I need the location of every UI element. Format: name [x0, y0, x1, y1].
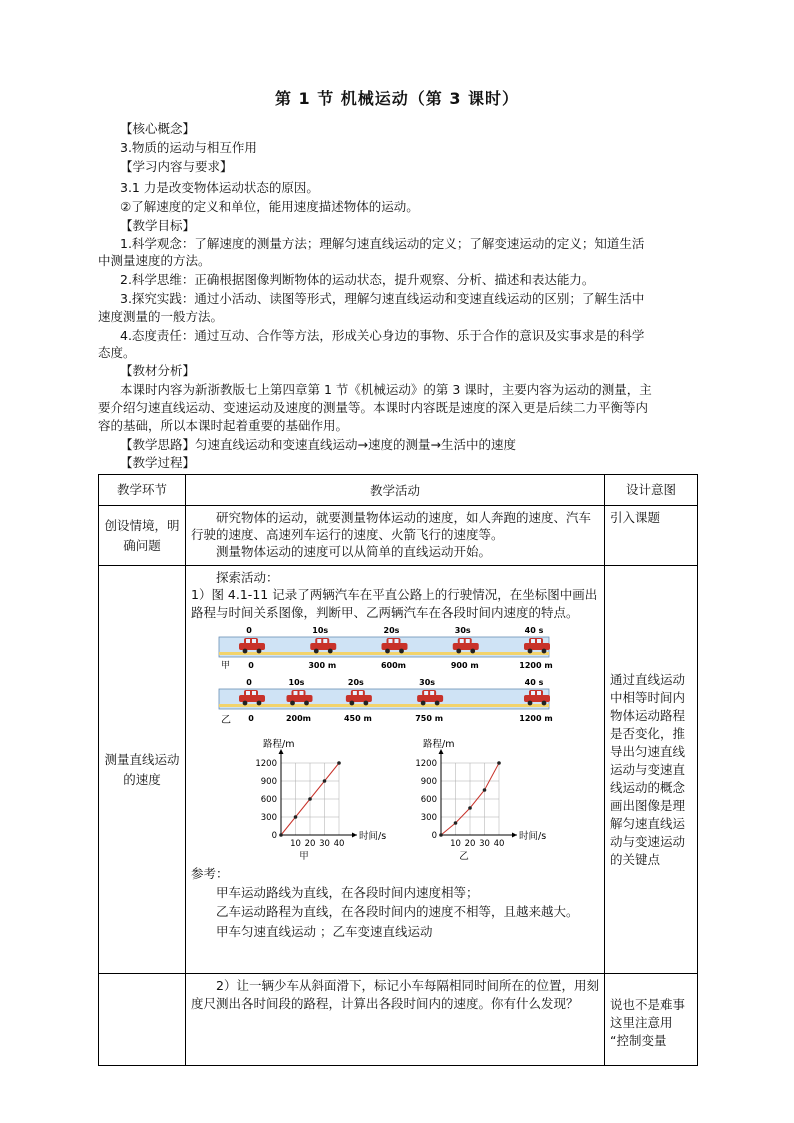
- header-intent: 设计意图: [605, 475, 698, 506]
- explore-label: 探索活动：: [216, 570, 279, 585]
- x-tick-label: 20: [464, 839, 476, 849]
- goal-4b: 态度。: [98, 345, 136, 360]
- x-tick-label: 30: [319, 839, 330, 849]
- row3-stage: [99, 974, 186, 1066]
- car-b-distance-label: 1200 m: [519, 714, 553, 723]
- goal-1a: 1.科学观念：了解速度的测量方法；理解匀速直线运动的定义；了解变速运动的定义；知道生活: [120, 236, 645, 251]
- process-heading: 【教学过程】: [120, 455, 196, 470]
- graph-xlabel: 时间/s: [359, 831, 387, 842]
- y-tick-label: 0: [431, 831, 437, 841]
- car-a-distance-label: 600m: [380, 661, 407, 670]
- graph-a-data-point: [279, 833, 283, 837]
- graph-ylabel: 路程/m: [423, 739, 455, 750]
- y-tick-label: 300: [420, 813, 437, 823]
- x-tick-label: 40: [333, 839, 345, 849]
- car-b-distance-label: 0: [248, 714, 254, 723]
- graph-a-data-point: [323, 779, 327, 783]
- x-axis-arrow: [512, 833, 517, 838]
- car-b-time-label: 0: [246, 678, 252, 687]
- row3-intent-1: 说也不是难事: [610, 997, 686, 1012]
- x-tick-label: 10: [450, 839, 461, 849]
- car-road-figure: [219, 624, 553, 739]
- x-tick-label: 30: [479, 839, 490, 849]
- answer-3: 甲车匀速直线运动 ；乙车变速直线运动: [216, 924, 433, 939]
- y-tick-label: 600: [420, 795, 437, 805]
- goal-3a: 3.探究实践：通过小活动、读图等形式，理解匀速直线运动和变速直线运动的区别；了解生活中: [120, 291, 645, 306]
- row3-intent-3: “控制变量: [610, 1033, 667, 1048]
- teaching-idea: 【教学思路】匀速直线运动和变速直线运动→速度的测量→生活中的速度: [120, 437, 516, 452]
- lesson-table: [98, 474, 698, 1066]
- core-concept-heading: 【核心概念】: [120, 121, 196, 136]
- req-item-1: 3.1 力是改变物体运动状态的原因。: [120, 180, 319, 195]
- car-a-time-label: 0: [246, 626, 252, 635]
- graph-a-data-point: [294, 815, 298, 819]
- car-b-time-label: 20s: [347, 678, 364, 687]
- graph-b-data-point: [454, 821, 458, 825]
- car-a-label: 甲: [221, 661, 231, 671]
- row2-stage: 测量直线运动的速度: [99, 566, 186, 974]
- graph-a-data-point: [337, 761, 341, 765]
- car-b-distance-label: 750 m: [415, 714, 444, 723]
- row1-activity: [186, 506, 605, 566]
- goals-heading: 【教学目标】: [120, 218, 196, 233]
- row2-activity: [186, 566, 605, 974]
- car-b-time-label: 40 s: [524, 678, 544, 687]
- row3-intent-2: 这里注意用: [610, 1015, 673, 1030]
- car-a-time-label: 10s: [312, 626, 329, 635]
- car-a-distance-label: 300 m: [308, 661, 337, 670]
- table-header-row: [99, 475, 698, 506]
- row3-activity: [186, 974, 605, 1066]
- y-tick-label: 900: [420, 777, 437, 787]
- graph-b-data-point: [483, 788, 487, 792]
- road-a-band: [219, 652, 549, 655]
- analysis-heading: 【教材分析】: [120, 363, 196, 378]
- goal-2: 2.科学思维：正确根据图像判断物体的运动状态，提升观察、分析、描述和表达能力。: [120, 272, 595, 287]
- car-a-distance-label: 1200 m: [519, 661, 553, 670]
- graph-b-name: 乙: [459, 851, 469, 862]
- analysis-line-1: 本课时内容为新浙教版七上第四章第 1 节《机械运动》的第 3 课时，主要内容为运动的测量，主: [120, 382, 652, 397]
- row2-intent-1: 通过直线运动中相等时间内物体运动路程是否变化，推导出匀速直线运动与变速直线运动的概念: [610, 671, 686, 795]
- graph-b-data-point: [497, 761, 501, 765]
- core-concept-text: 3.物质的运动与相互作用: [120, 140, 257, 155]
- table-row: [99, 974, 698, 1066]
- car-b-time-label: 10s: [288, 678, 305, 687]
- y-tick-label: 600: [260, 795, 277, 805]
- graph-b-data-point: [439, 833, 443, 837]
- y-tick-label: 300: [260, 813, 277, 823]
- table-row: [99, 566, 698, 974]
- y-tick-label: 1200: [255, 759, 277, 769]
- car-b-time-label: 30s: [419, 678, 436, 687]
- header-stage: 教学环节: [99, 475, 186, 506]
- y-tick-label: 900: [260, 777, 277, 787]
- table-row: [99, 506, 698, 566]
- car-b-distance-label: 450 m: [343, 714, 372, 723]
- car-b-distance-label: 200m: [285, 714, 312, 723]
- graph-a-name: 甲: [299, 851, 309, 862]
- page-title: 第 1 节 机械运动（第 3 课时）: [274, 89, 520, 108]
- analysis-line-3: 容的基础，所以本课时起着重要的基础作用。: [98, 418, 349, 433]
- question-1: 1）图 4.1-11 记录了两辆汽车在平直公路上的行驶情况，在坐标图中画出路程与时间关系图像，判断甲、乙两辆汽车在各段时间内速度的特点。: [191, 587, 598, 620]
- car-a-distance-label: 0: [248, 661, 254, 670]
- row3-intent: [605, 974, 698, 1066]
- goal-3b: 速度测量的一般方法。: [98, 309, 224, 324]
- row1-stage: 创设情境，明确问题: [99, 506, 186, 566]
- reference-label: 参考：: [191, 866, 229, 881]
- question-2: 2）让一辆少车从斜面滑下，标记小车每隔相同时间所在的位置，用刻度尺测出各时间段的路程，计算出各段时间内的速度。你有什么发现？: [191, 978, 599, 1011]
- row1-intent: 引入课题: [605, 506, 698, 566]
- row1-activity-p2: 测量物体运动的速度可以从简单的直线运动开始。: [216, 544, 492, 559]
- x-tick-label: 40: [493, 839, 505, 849]
- car-b-label: 乙: [221, 715, 231, 726]
- row2-intent-2: 画出图像是理解匀速直线运动与变速运动的关键点: [610, 797, 686, 867]
- req-item-2: ②了解速度的定义和单位，能用速度描述物体的运动。: [120, 199, 419, 214]
- distance-time-graphs: [251, 739, 581, 863]
- y-tick-label: 0: [271, 831, 277, 841]
- road-b-band: [219, 704, 549, 707]
- x-tick-label: 20: [304, 839, 316, 849]
- row2-intent: [605, 566, 698, 974]
- car-a-time-label: 40 s: [524, 626, 544, 635]
- car-a-distance-label: 900 m: [450, 661, 479, 670]
- goal-4a: 4.态度责任：通过互动、合作等方法，形成关心身边的事物、乐于合作的意识及实事求是的科学: [120, 328, 645, 343]
- graph-xlabel: 时间/s: [519, 831, 547, 842]
- x-axis-arrow: [352, 833, 357, 838]
- goal-1b: 中测量速度的方法。: [98, 253, 211, 268]
- car-a-time-label: 30s: [454, 626, 471, 635]
- answer-1: 甲车运动路线为直线，在各段时间内速度相等；: [216, 885, 479, 900]
- graph-ylabel: 路程/m: [263, 739, 295, 750]
- y-tick-label: 1200: [415, 759, 437, 769]
- row1-activity-p1: 研究物体的运动，就要测量物体运动的速度，如人奔跑的速度、汽车行驶的速度、高速列车运行的速度、火箭飞行的速度等。: [191, 510, 592, 542]
- graph-b-data-point: [468, 806, 472, 810]
- header-activity: 教学活动: [186, 475, 605, 506]
- car-a-time-label: 20s: [383, 626, 400, 635]
- content-req-heading: 【学习内容与要求】: [120, 159, 233, 174]
- answer-2: 乙车运动路程为直线，在各段时间内的速度不相等，且越来越大。: [216, 904, 579, 919]
- graph-a-data-point: [308, 797, 312, 801]
- x-tick-label: 10: [290, 839, 301, 849]
- analysis-line-2: 要介绍匀速直线运动、变速运动及速度的测量等。本课时内容既是速度的深入更是后续二力平衡等内: [98, 400, 649, 415]
